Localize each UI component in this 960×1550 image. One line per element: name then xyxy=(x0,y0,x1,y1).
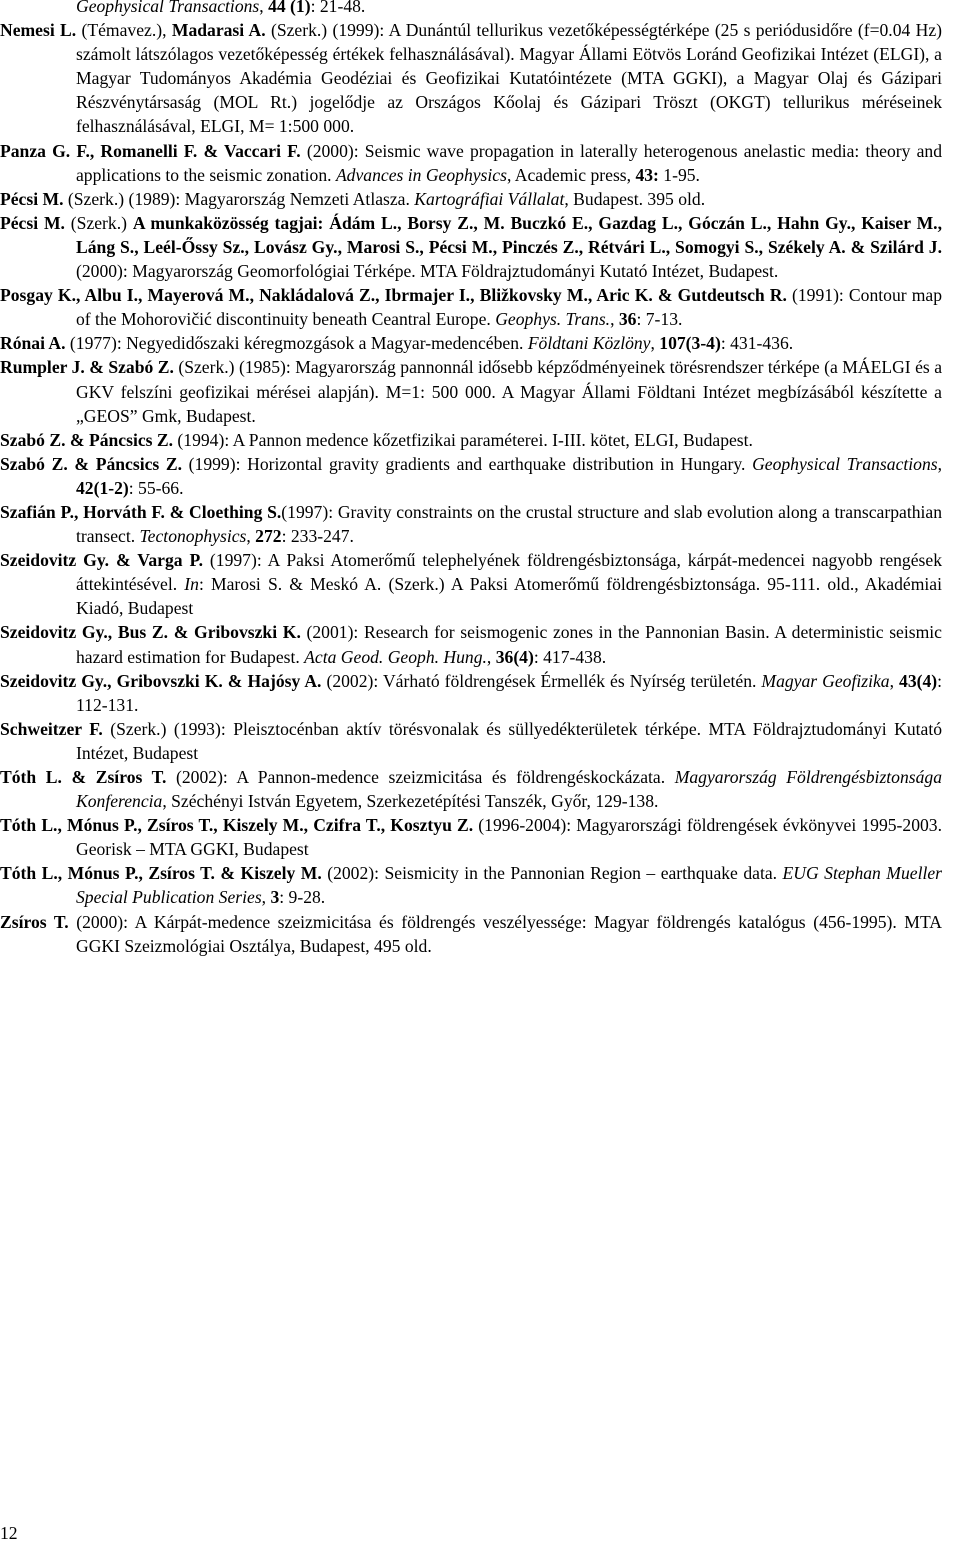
reference-text: : 417-438. xyxy=(533,646,607,667)
reference-entry xyxy=(0,355,942,427)
reference-entry xyxy=(0,910,942,958)
page-number: 12 xyxy=(0,1523,18,1543)
reference-text: : 21-48. xyxy=(310,0,366,16)
reference-text: : 431-436. xyxy=(720,333,794,354)
reference-entry xyxy=(0,139,942,187)
reference-entry xyxy=(0,452,942,500)
reference-entry xyxy=(0,813,942,861)
reference-text: (1994): A Pannon medence kőzetfizikai paraméterei. I-III. kötet, ELGI, Budapest. xyxy=(173,429,753,450)
author-text: Szafián P., Horváth F. & Cloething S. xyxy=(0,501,282,522)
reference-text: (2000): Seismic wave propagation in laterally heterogenous anelastic media: theory and applications to the seismic zonation. xyxy=(76,140,942,185)
source-title: EUG Stephan Mueller Special Publication Series xyxy=(76,863,942,908)
reference-entry xyxy=(0,428,942,452)
author-text: Szabó Z. & Páncsics Z. xyxy=(0,453,183,474)
reference-entry xyxy=(0,717,942,765)
author-text: Pécsi M. xyxy=(0,212,65,233)
reference-text: (2000): A Kárpát-medence szeizmicitása és földrengés veszélyessége: Magyar földrengés katalógus (456-1995). MTA GGKI Szeizmológiai Osztálya, Budapest, 495 old. xyxy=(68,911,942,956)
author-text: Szeidovitz Gy. & Varga P. xyxy=(0,550,203,571)
author-text: Posgay K., Albu I., Mayerová M., Nakládalová Z., Ibrmajer I., Bližkovsky M., Aric K. & Gutdeutsch R. xyxy=(0,285,787,306)
author-text: Nemesi L. xyxy=(0,20,77,41)
reference-text: (Szerk.) (1993): Pleisztocénban aktív törésvonalak és süllyedékterületek térképe. MTA Földrajztudományi Kutató Intézet, Budapest xyxy=(76,718,943,763)
reference-entry xyxy=(0,669,942,717)
reference-text: (1997): A Paksi Atomerőmű telephelyének földrengésbiztonsága, kárpát-medencei nagyobb rengések áttekintésével. xyxy=(76,550,942,595)
author-text: 3 xyxy=(270,887,280,908)
author-text: 272 xyxy=(255,526,282,547)
reference-entry xyxy=(0,861,942,909)
reference-text: (1977): Negyedidőszaki kéregmozgások a Magyar-medencében. xyxy=(65,333,528,354)
reference-text: (2001): Research for seismogenic zones in the Pannonian Basin. A deterministic seismic hazard estimation for Budapest. xyxy=(76,622,942,667)
reference-text: , xyxy=(246,526,256,547)
reference-text: , xyxy=(259,0,269,16)
author-text: Szabó Z. & Páncsics Z. xyxy=(0,429,174,450)
author-text: Tóth L. & Zsíros T. xyxy=(0,767,167,787)
reference-text: , xyxy=(610,309,619,330)
reference-entry xyxy=(0,331,942,355)
source-title: Tectonophysics xyxy=(139,526,247,547)
reference-text: (2002): Seismicity in the Pannonian Region – earthquake data. xyxy=(321,863,783,884)
reference-text: , xyxy=(889,670,900,691)
reference-entry xyxy=(0,0,942,18)
source-title: Földtani Közlöny xyxy=(527,333,651,354)
reference-text: (Témavez.), xyxy=(76,20,172,41)
source-title: Kartográfiai Vállalat xyxy=(414,188,565,209)
author-text: 107(3-4) xyxy=(659,333,721,354)
reference-text: (Szerk.) (1999): A Dunántúl tellurikus vezetőképességtérképe (25 s periódusidőre (f=0.04 Hz) számolt látszólagos vezetőképesség értékek felhasználásával). Magyar Állami Eötvös Loránd Geofizikai Intézet (ELGI), a Magyar Tudományos Akadémia Geodéziai és Geofizikai Kutatóintézete (MTA GGKI), a Magyar Olaj és Gázipari Részvénytársaság (MOL Rt.) jogelődje az Országos Kőolaj és Gázipari Tröszt (OKGT) tellurikus méréseinek felhasználásával, ELGI, M= 1:500 000. xyxy=(76,20,942,137)
author-text: Szeidovitz Gy., Gribovszki K. & Hajósy A. xyxy=(0,670,322,691)
reference-text: , Academic press, xyxy=(506,164,636,185)
reference-entry xyxy=(0,283,942,331)
reference-text: : 7-13. xyxy=(636,309,683,330)
reference-text: : Marosi S. & Meskó A. (Szerk.) A Paksi Atomerőmű földrengésbiztonsága. 95-111. old., Akadémiai Kiadó, Budapest xyxy=(76,574,942,619)
reference-text: , xyxy=(937,453,942,474)
reference-text: , xyxy=(486,646,496,667)
author-text: Panza G. F., Romanelli F. & Vaccari F. xyxy=(0,140,301,161)
source-title: Advances in Geophysics xyxy=(335,164,507,185)
reference-text: (1991): Contour map of the Mohorovičić discontinuity beneath Ceantral Europe. xyxy=(76,285,943,330)
reference-text: (2002): A Pannon-medence szeizmicitása és földrengéskockázata. xyxy=(166,767,675,787)
reference-text: (2002): Várható földrengések Érmellék és Nyírség területén. xyxy=(321,670,762,691)
reference-text: : 233-247. xyxy=(281,526,354,547)
source-title: In xyxy=(184,574,199,595)
source-title: Geophysical Transactions xyxy=(752,453,938,474)
author-text: Tóth L., Mónus P., Zsíros T. & Kiszely M. xyxy=(0,863,322,884)
author-text: Schweitzer F. xyxy=(0,718,103,739)
source-title: Magyarország Földrengésbiztonsága Konferencia xyxy=(76,767,943,812)
author-text: Tóth L., Mónus P., Zsíros T., Kiszely M., Czifra T., Kosztyu Z. xyxy=(0,815,474,836)
source-title: Geophysical Transactions xyxy=(76,0,260,16)
reference-entry xyxy=(0,548,942,620)
author-text: 43(4) xyxy=(899,670,938,691)
source-title: Magyar Geofizika xyxy=(761,670,890,691)
source-title: Acta Geod. Geoph. Hung. xyxy=(304,646,487,667)
author-text: Rónai A. xyxy=(0,333,66,354)
source-title: Geophys. Trans. xyxy=(495,309,611,330)
reference-entry xyxy=(0,620,942,668)
reference-text: (2000): Magyarország Geomorfológiai Térképe. MTA Földrajztudományi Kutató Intézet, Budapest. xyxy=(76,261,779,282)
author-text: Rumpler J. & Szabó Z. xyxy=(0,357,174,378)
reference-entry xyxy=(0,18,942,138)
author-text: 36(4) xyxy=(495,646,534,667)
author-text: Zsíros T. xyxy=(0,911,69,932)
reference-text: (1999): Horizontal gravity gradients and earthquake distribution in Hungary. xyxy=(182,453,753,474)
reference-text: : 112-131. xyxy=(76,670,943,715)
reference-entry xyxy=(0,765,942,813)
author-text: A munkaközösség tagjai: Ádám L., Borsy Z., M. Buczkó E., Gazdag L., Góczán L., Hahn Gy., Kaiser M., Láng S., Leél-Őssy Sz., Lovász Gy., Marosi S., Pécsi M., Pinczés Z., Rétvári L., Somogyi S., Székely A. & Szilárd J. xyxy=(76,212,942,257)
author-text: Pécsi M. xyxy=(0,188,64,209)
author-text: 42(1-2) xyxy=(76,477,129,498)
reference-text: (Szerk.) (1989): Magyarország Nemzeti Atlasza. xyxy=(63,188,415,209)
reference-text: 1-95. xyxy=(658,164,700,185)
reference-text: (1997): Gravity constraints on the crustal structure and slab evolution along a transcarpathian transect. xyxy=(76,501,943,547)
author-text: 36 xyxy=(618,309,637,330)
reference-text: : 9-28. xyxy=(279,887,326,908)
reference-text: (1996-2004): Magyarországi földrengések évkönyvei 1995-2003. Georisk – MTA GGKI, Budapest xyxy=(76,815,942,860)
reference-text: , Széchényi István Egyetem, Szerkezetépítési Tanszék, Győr, 129-138. xyxy=(162,791,659,812)
reference-text: (Szerk.) (1985): Magyarország pannonnál idősebb képződményeinek törésrendszer térképe (a MÁELGI és a GKV felszíni geofizikai mérései alapján). M=1: 500 000. A Magyar Állami Földtani Intézet megbízásából készítette a „GEOS” Gmk, Budapest. xyxy=(76,357,943,426)
reference-text: , Budapest. 395 old. xyxy=(564,188,706,209)
reference-entry xyxy=(0,211,942,283)
reference-text: , xyxy=(650,333,660,354)
reference-text: : 55-66. xyxy=(128,477,184,498)
reference-text: (Szerk.) xyxy=(64,212,133,233)
author-text: 43: xyxy=(635,164,659,185)
reference-entry xyxy=(0,500,942,548)
author-text: Madarasi A. xyxy=(171,20,266,41)
reference-text: , xyxy=(261,887,271,908)
author-text: 44 (1) xyxy=(268,0,311,16)
author-text: Szeidovitz Gy., Bus Z. & Gribovszki K. xyxy=(0,622,301,643)
reference-entry xyxy=(0,187,942,211)
